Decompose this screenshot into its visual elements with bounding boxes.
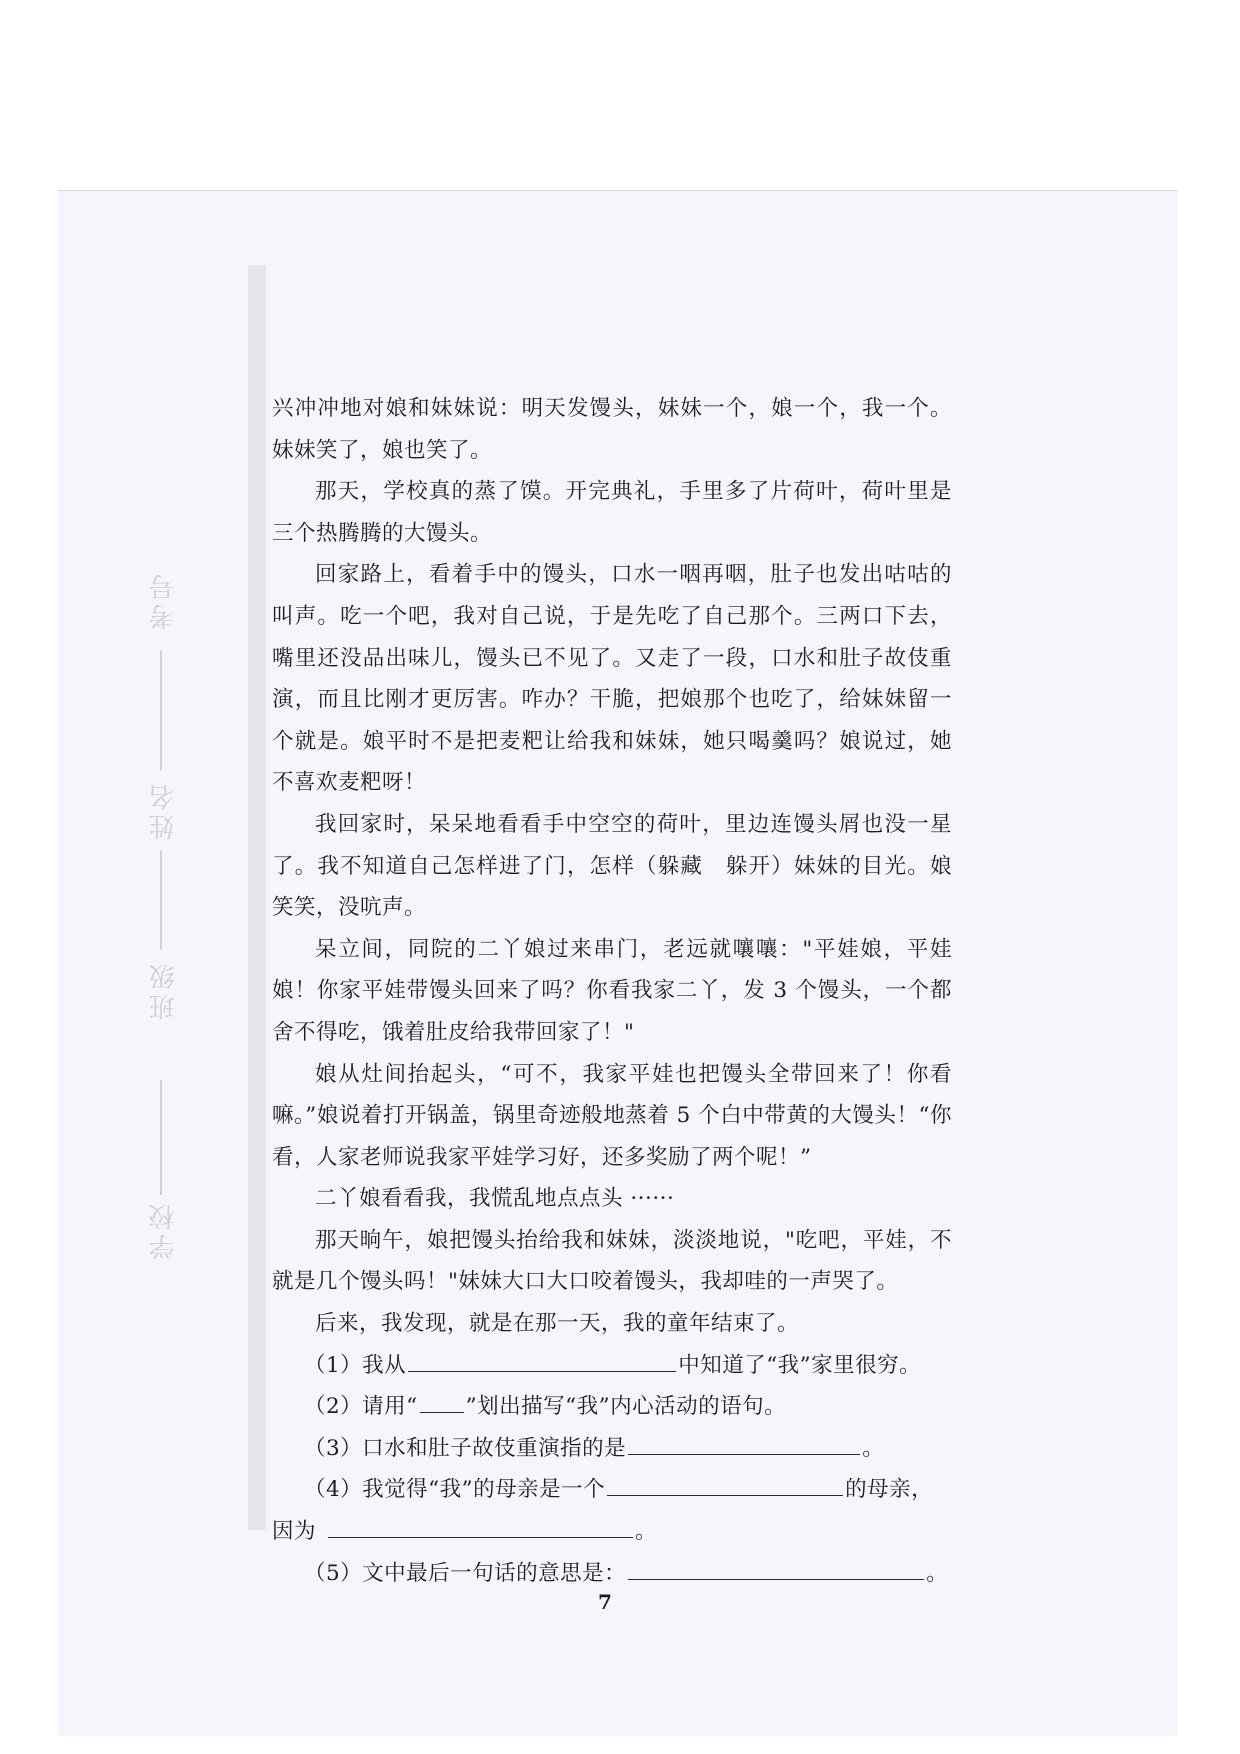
paragraph: 那天晌午，娘把馒头抬给我和妹妹，淡淡地说，"吃吧，平娃，不就是几个馒头吗！"妹妹大口大口咬着馒头，我却哇的一声哭了。 (272, 1227, 952, 1295)
answer-blank-4a[interactable] (607, 1471, 843, 1496)
paragraph: 我回家时，呆呆地看看手中空空的荷叶，里边连馒头屑也没一星了。我不知道自己怎样进了门，怎样（躲藏 躲开）妹妹的目光。娘笑笑，没吭声。 (272, 811, 952, 921)
underline-sample (420, 1388, 464, 1413)
school-label: 学校 (149, 1200, 179, 1260)
answer-blank-3[interactable] (628, 1430, 860, 1455)
paragraph: 兴冲冲地对娘和妹妹说：明天发馒头，妹妹一个，娘一个，我一个。妹妹笑了，娘也笑了。 (272, 396, 952, 463)
name-blank-line (160, 650, 162, 770)
paragraph: 那天，学校真的蒸了馍。开完典礼，手里多了片荷叶，荷叶里是三个热腾腾的大馒头。 (272, 479, 952, 546)
paragraph: 后来，我发现，就是在那一天，我的童年结束了。 (315, 1311, 800, 1337)
paragraph: 二丫娘看看我，我慌乱地点点头 ······ (315, 1186, 675, 1212)
school-blank-line (160, 1080, 162, 1195)
reading-passage (272, 388, 952, 1594)
answer-blank-4b[interactable] (328, 1513, 633, 1538)
answer-blank-1[interactable] (408, 1347, 676, 1372)
binding-strip (248, 265, 266, 1530)
question-2: （2）请用“ ”划出描写“我”内心活动的语句。 (272, 1386, 952, 1428)
name-label: 姓名 (149, 780, 179, 840)
class-blank-line (160, 850, 162, 950)
paragraph: 呆立间，同院的二丫娘过来串门，老远就嚷嚷："平娃娘，平娃娘！你家平娃带馒头回来了吗？你看我家二丫，发 3 个馒头，一个都舍不得吃，饿着肚皮给我带回家了！" (272, 936, 952, 1045)
page-number: 7 (598, 1590, 612, 1614)
paragraph: 回家路上，看着手中的馒头，口水一咽再咽，肚子也发出咕咕的叫声。吃一个吧，我对自己说，于是先吃了自己那个。三两口下去，嘴里还没品出味儿，馒头已不见了。又走了一段，口水和肚子故伎重演，而且比刚才更厉害。咋办？干脆，把娘那个也吃了，给妹妹留一个就是。娘平时不是把麦粑让给我和妹妹，她只喝羹吗？娘说过，她不喜欢麦粑呀！ (272, 562, 952, 796)
question-3: （3）口水和肚子故伎重演指的是 。 (272, 1428, 952, 1470)
question-5: （5）文中最后一句话的意思是： 。 (272, 1553, 952, 1595)
question-4: （4）我觉得“我”的母亲是一个 的母亲， (272, 1469, 952, 1511)
class-label: 班级 (149, 960, 179, 1020)
exam-number-label: 考号 (149, 570, 179, 630)
answer-blank-5[interactable] (628, 1555, 924, 1580)
paragraph: 娘从灶间抬起头，“可不，我家平娃也把馒头全带回来了！你看嘛。”娘说着打开锅盖，锅里奇迹般地蒸着 5 个白中带黄的大馒头！“你看，人家老师说我家平娃学习好，还多奖励了两个呢！” (272, 1061, 952, 1170)
question-1: （1）我从 中知道了“我”家里很穷。 (272, 1345, 952, 1387)
question-4-continued: 因为 。 (272, 1511, 952, 1553)
